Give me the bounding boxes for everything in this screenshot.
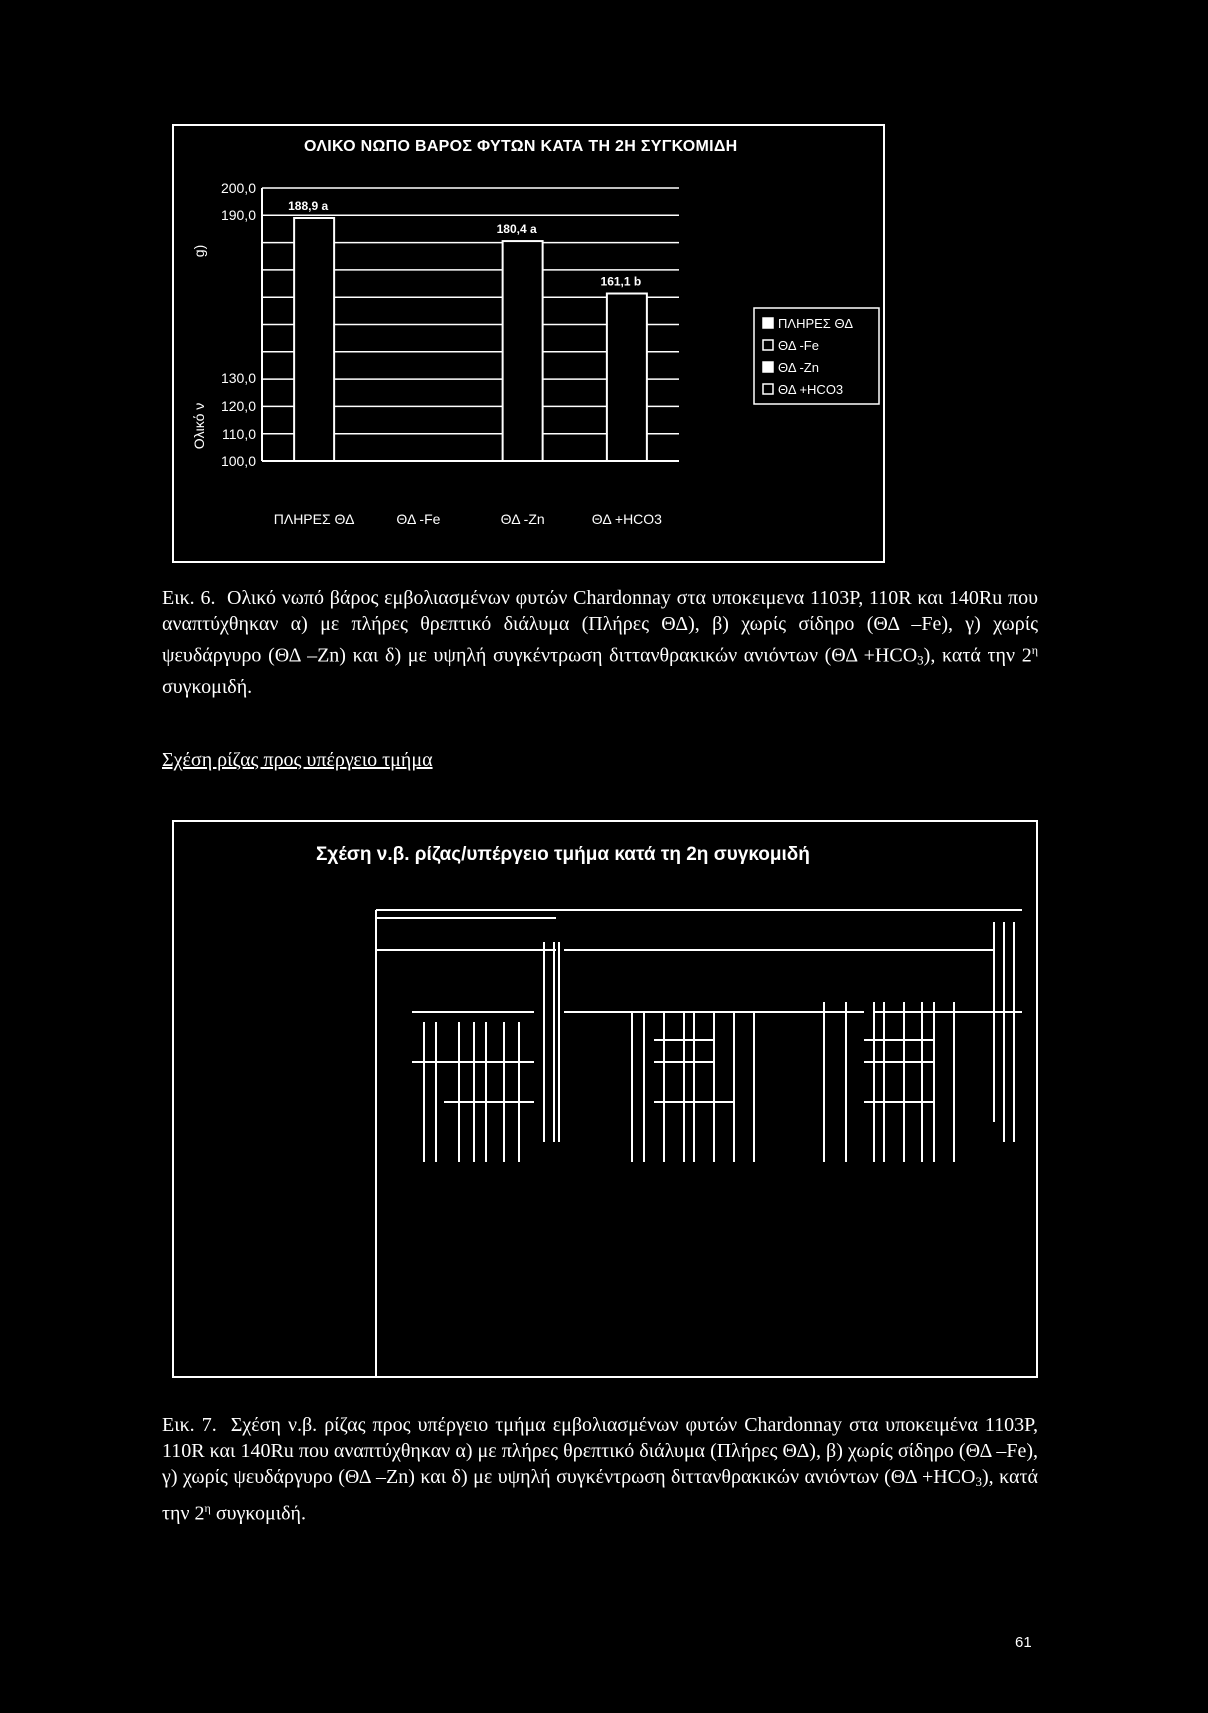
caption-label: Εικ. 6. xyxy=(162,587,216,609)
figure-1-chart xyxy=(172,124,885,563)
chart-title: Σχέση ν.β. ρίζας/υπέργειο τμήμα κατά τη 2η συγκομιδή xyxy=(316,844,810,865)
y-tick-label: 100,0 xyxy=(220,453,256,469)
x-tick-label: ΘΔ -Zn xyxy=(500,511,545,527)
legend-swatch xyxy=(763,384,773,394)
figure-2-caption xyxy=(162,1412,1038,1527)
legend-swatch xyxy=(763,362,773,372)
caption-text: Σχέση ν.β. ρίζας προς υπέργειο τμήμα εμβολιασμένων φυτών Chardonnay στα υποκειμένα 1103P, 110R και 140Ru που αναπτύχθηκαν α) με πλήρες θρεπτικό διάλυμα (Πλήρες ΘΔ), β) χωρίς σίδηρο (ΘΔ –Fe), γ) χωρίς ψευδάργυρο (ΘΔ –Zn) και δ) με υψηλή συγκέντρωση διττανθρακικών ανιόντων (ΘΔ +HCO xyxy=(162,1414,1038,1488)
caption-text-after: ), κατά την 2 xyxy=(923,644,1032,667)
legend-swatch xyxy=(763,340,773,350)
section-heading: Σχέση ρίζας προς υπέργειο τμήμα xyxy=(162,749,433,771)
caption-subscript: 3 xyxy=(975,1474,982,1489)
legend-swatch xyxy=(763,318,773,328)
caption-text: Ολικό νωπό βάρος εμβολιασμένων φυτών Chardonnay στα υποκειμενα 1103P, 110R και 140Ru που αναπτύχθηκαν α) με πλήρες θρεπτικό διάλυμα (Πλήρες ΘΔ), β) χωρίς σίδηρο (ΘΔ –Fe), γ) χωρίς ψευδάργυρο (ΘΔ –Zn) και δ) με υψηλή συγκέντρωση διττανθρακικών ανιόντων (ΘΔ +HCO xyxy=(162,587,1039,667)
data-label: 161,1 b xyxy=(600,274,642,289)
x-tick-label: ΠΛΗΡΕΣ ΘΔ xyxy=(273,511,355,527)
y-tick-label: 130,0 xyxy=(220,370,256,386)
caption-text-end: συγκομιδή. xyxy=(162,675,253,698)
chart-title: ΟΛΙΚΟ ΝΩΠΟ ΒΑΡΟΣ ΦΥΤΩΝ ΚΑΤΑ ΤΗ 2Η ΣΥΓΚΟΜΙΔΗ xyxy=(304,138,738,155)
figure-2-chart xyxy=(172,820,1038,1378)
page-number: 61 xyxy=(1015,1634,1032,1651)
legend-label: ΘΔ -Fe xyxy=(778,338,819,353)
caption-label: Εικ. 7. xyxy=(162,1414,217,1436)
caption-text-end: συγκομιδή. xyxy=(210,1502,306,1525)
x-tick-label: ΘΔ +HCO3 xyxy=(591,511,662,527)
caption-subscript: 3 xyxy=(917,652,924,668)
caption-superscript: η xyxy=(204,1501,211,1515)
data-label: 188,9 a xyxy=(288,198,329,213)
y-tick-label: 200,0 xyxy=(220,180,256,196)
y-tick-label: 120,0 xyxy=(220,398,256,414)
x-tick-label: ΘΔ -Fe xyxy=(396,511,441,527)
legend-label: ΠΛΗΡΕΣ ΘΔ xyxy=(778,316,854,331)
bar xyxy=(294,218,334,461)
caption-text-after: ), κατά την 2 xyxy=(162,1466,1038,1525)
chart-svg xyxy=(174,126,883,561)
bar xyxy=(503,241,543,461)
data-label: 180,4 a xyxy=(496,222,537,237)
bar xyxy=(607,294,647,461)
legend-label: ΘΔ +HCO3 xyxy=(778,382,844,397)
legend-label: ΘΔ -Zn xyxy=(778,360,819,375)
y-tick-label: 190,0 xyxy=(220,207,256,223)
y-axis-label: Ολικό ν xyxy=(191,402,207,450)
y-tick-label: 110,0 xyxy=(222,426,256,442)
caption-superscript: η xyxy=(1031,643,1038,657)
y-axis-unit: g) xyxy=(191,244,207,258)
figure-1-caption xyxy=(162,585,1038,700)
chart-svg xyxy=(174,822,1036,1376)
